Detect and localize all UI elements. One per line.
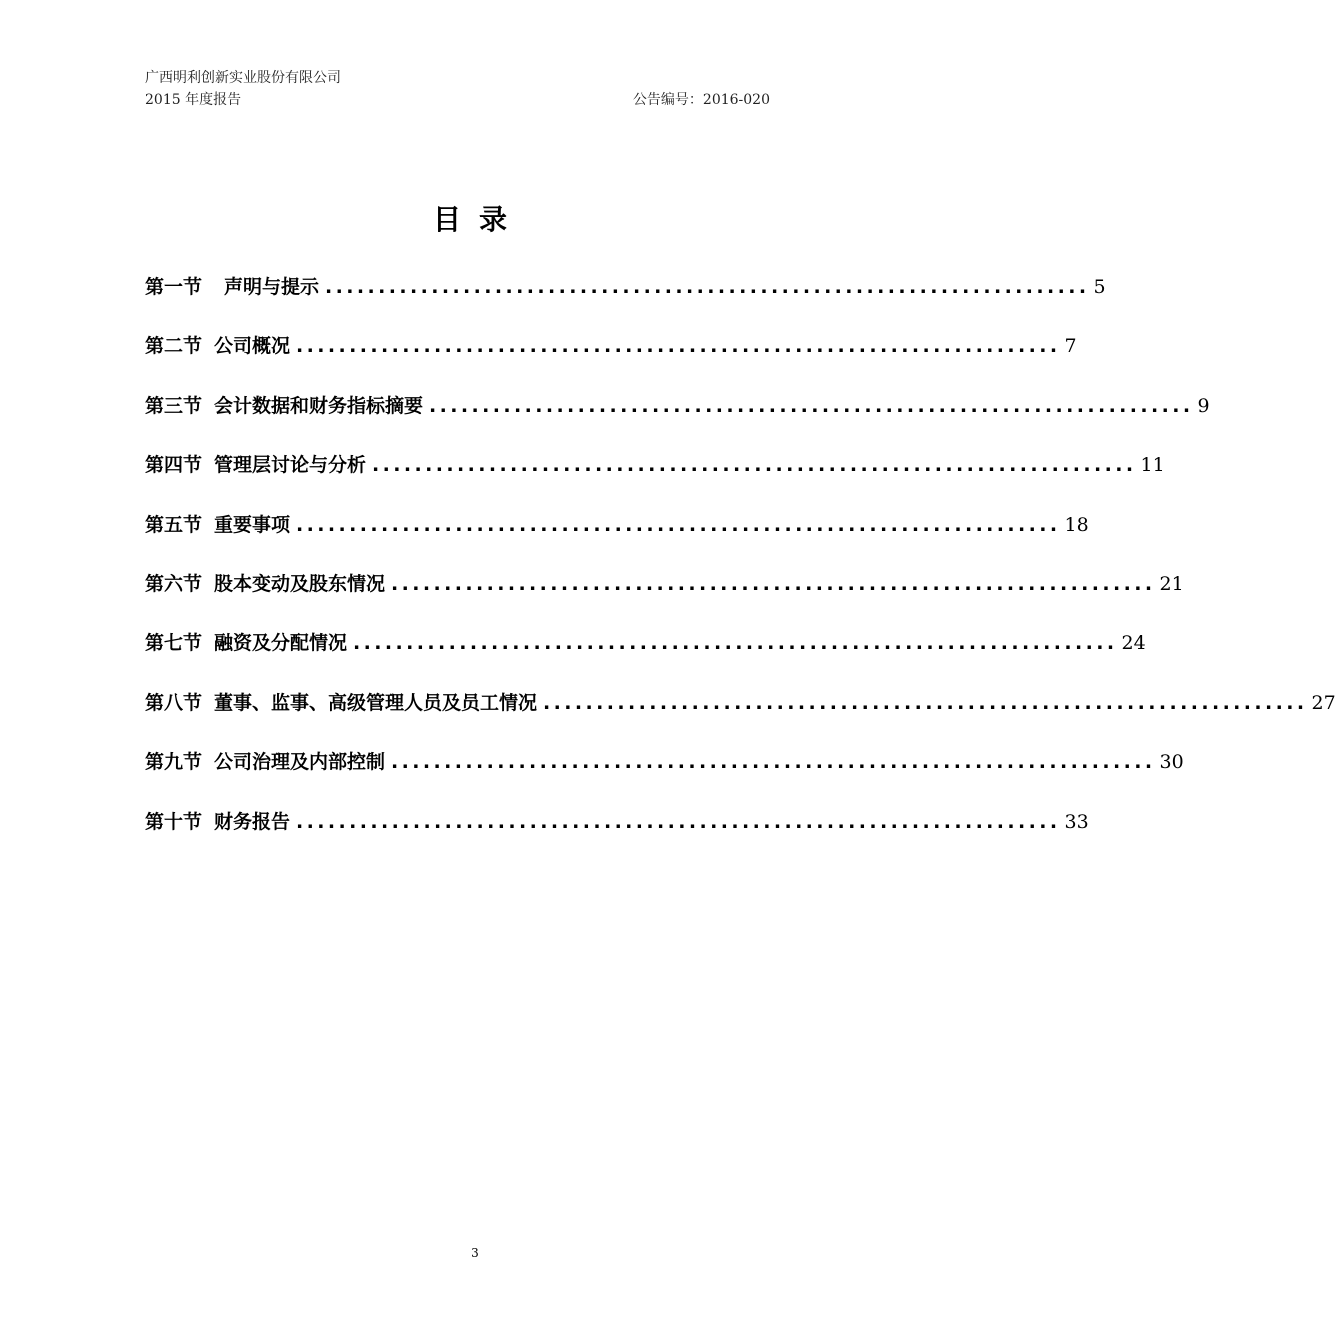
toc-section-number: 第二节 [145,335,203,358]
toc-item[interactable] [145,506,1089,565]
toc-item[interactable] [145,387,1210,446]
toc-section-title: 股本变动及股东情况 [214,572,386,595]
toc-section-title: 公司治理及内部控制 [214,751,386,774]
toc-section-title: 公司概况 [214,335,291,358]
toc-page-number: 24 [1121,632,1146,655]
page-header [145,67,770,111]
toc-item[interactable] [145,743,1184,802]
toc-item[interactable] [145,565,1184,624]
toc-section-title: 管理层讨论与分析 [214,454,367,477]
toc-item[interactable] [145,446,1165,505]
toc-section-title: 会计数据和财务指标摘要 [214,394,424,417]
toc-leader: ........................................................................ [296,335,1061,358]
toc-item[interactable] [145,268,1106,327]
toc-item[interactable] [145,803,1089,862]
toc-section-number: 第四节 [145,454,203,477]
toc-page-number: 18 [1064,513,1089,536]
toc-page-number: 5 [1093,276,1106,298]
toc-page-number: 30 [1159,751,1184,774]
toc-leader: ........................................................................ [543,691,1308,714]
toc-section-title: 财务报告 [214,810,291,833]
page-number: 3 [471,1246,479,1260]
toc-section-title: 重要事项 [214,513,291,536]
company-name: 广西明利创新实业股份有限公司 [145,70,341,86]
toc-heading: 目录 [432,203,525,236]
toc-leader: ........................................................................ [296,513,1061,536]
toc-section-number: 第一节 [145,276,203,298]
toc-leader: ........................................................................ [391,572,1156,595]
toc-section-number: 第三节 [145,394,203,417]
page-footer [0,1246,950,1260]
toc-page-number: 21 [1159,572,1184,595]
toc-section-number: 第六节 [145,572,203,595]
toc-item[interactable] [145,327,1077,386]
toc-page-number: 27 [1311,691,1336,714]
toc-page-number: 9 [1197,394,1210,417]
toc-section-number: 第九节 [145,751,203,774]
toc-leader: ........................................................................ [429,394,1194,417]
toc-section-number: 第八节 [145,691,203,714]
notice-number: 公告编号：2016-020 [632,92,770,108]
toc-item[interactable] [145,684,1336,743]
toc-page-number: 33 [1064,810,1089,833]
toc-leader: ........................................................................ [391,751,1156,774]
toc-leader: ........................................................................ [372,454,1137,477]
toc-section-title: 融资及分配情况 [214,632,348,655]
toc-section-title: 董事、监事、高级管理人员及员工情况 [214,691,538,714]
toc-page-number: 11 [1140,454,1165,477]
toc-section-number: 第十节 [145,810,203,833]
table-of-contents [145,268,1336,862]
header-report-row [145,89,770,111]
header-company-row [145,67,770,89]
toc-leader: ........................................................................ [353,632,1118,655]
toc-leader: ........................................................................ [296,810,1061,833]
toc-item[interactable] [145,624,1146,683]
toc-section-number: 第七节 [145,632,203,655]
toc-section-title: 声明与提示 [224,276,320,298]
toc-section-number: 第五节 [145,513,203,536]
toc-leader: ........................................................................ [325,276,1090,298]
toc-page-number: 7 [1064,335,1077,358]
report-title: 2015 年度报告 [145,92,242,108]
